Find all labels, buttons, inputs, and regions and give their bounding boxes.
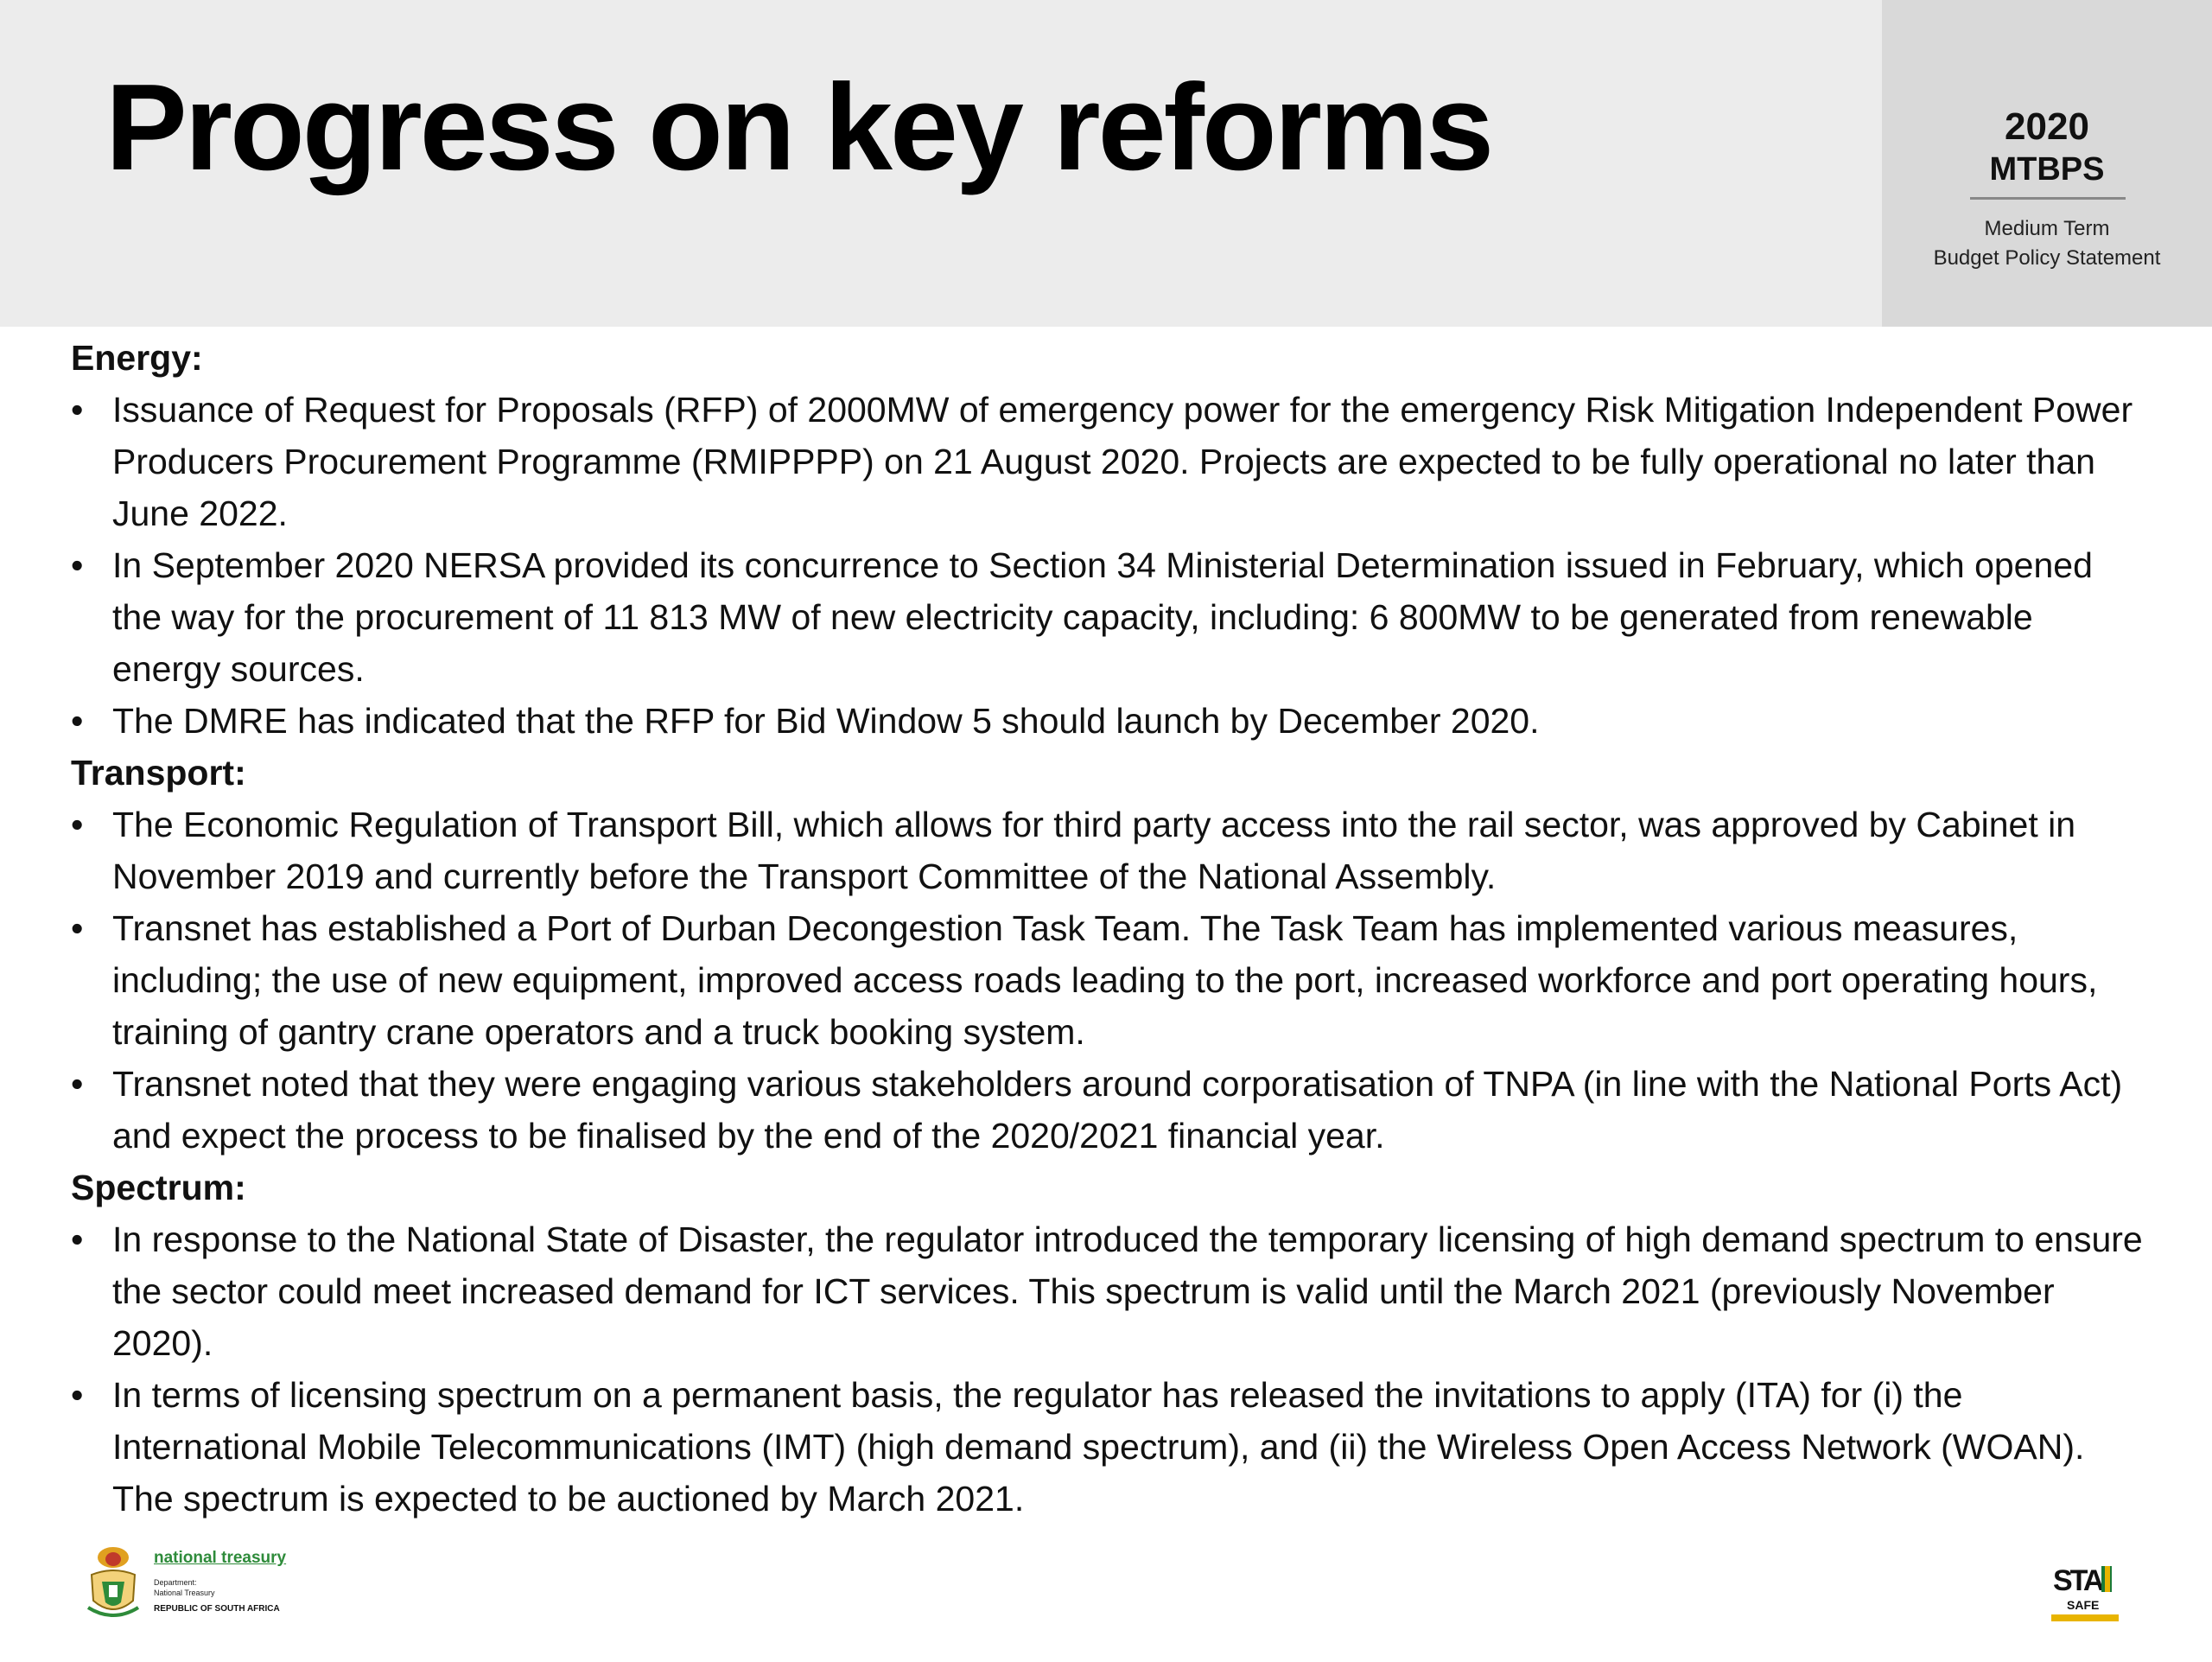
brand-name: MTBPS <box>1989 151 2105 188</box>
treasury-name: national treasury <box>154 1549 287 1567</box>
list-item <box>71 1369 2145 1525</box>
section-energy <box>71 332 2145 747</box>
list-item-text: The DMRE has indicated that the RFP for Bid Window 5 should launch by December 2020. <box>112 701 1540 741</box>
section-heading: Spectrum: <box>71 1168 246 1207</box>
list-item-text: In response to the National State of Disaster, the regulator introduced the temporary licensing of high demand spectrum to ensure the sector could meet increased demand for ICT services. This spectrum is valid until the March 2021 (previously November 2020). <box>112 1219 2143 1363</box>
brand-subtitle <box>1882 214 2212 273</box>
brand-divider <box>1970 197 2126 200</box>
list-item <box>71 539 2145 695</box>
bullet-icon: • <box>71 1375 84 1415</box>
brand-year: 2020 <box>2005 105 2089 148</box>
svg-text:SAFE: SAFE <box>2067 1598 2100 1612</box>
bullet-icon: • <box>71 1064 84 1104</box>
section-spectrum <box>71 1162 2145 1525</box>
coat-of-arms-icon <box>83 1540 143 1623</box>
list-item <box>71 1058 2145 1162</box>
list-item-text: In September 2020 NERSA provided its concurrence to Section 34 Ministerial Determination issued in February, which opened the way for the procurement of 11 813 MW of new electricity capacity, including: 6 800MW to be generated from renewable energy sources. <box>112 545 2093 689</box>
stay-safe-logo <box>2048 1556 2126 1625</box>
section-transport <box>71 747 2145 1162</box>
treasury-department: Department: <box>154 1578 197 1587</box>
bullet-icon: • <box>71 545 84 585</box>
bullet-icon: • <box>71 908 84 948</box>
treasury-country: REPUBLIC OF SOUTH AFRICA <box>154 1604 280 1614</box>
slide-header <box>0 0 2212 327</box>
list-item <box>71 902 2145 1058</box>
list-item-text: Transnet noted that they were engaging various stakeholders around corporatisation of TNPA (in line with the National Ports Act) and expect the process to be finalised by the end of the 2020/2021 financial year. <box>112 1064 2123 1156</box>
list-item <box>71 1213 2145 1369</box>
list-item <box>71 384 2145 539</box>
list-item <box>71 799 2145 902</box>
stay-safe-icon <box>2048 1556 2126 1625</box>
slide-title: Progress on key reforms <box>105 59 1492 196</box>
section-heading: Transport: <box>71 753 246 793</box>
list-item <box>71 695 2145 747</box>
treasury-department-name: National Treasury <box>154 1589 215 1597</box>
list-item-text: Issuance of Request for Proposals (RFP) of 2000MW of emergency power for the emergency Risk Mitigation Independent Power Producers Procurement Programme (RMIPPPP) on 21 August 2020. Projects are expected to be fully operational no later than June 2022. <box>112 390 2133 533</box>
svg-text:STA: STA <box>2053 1564 2102 1597</box>
brand-subtitle-line-1: Medium Term <box>1984 217 2110 240</box>
section-heading: Energy: <box>71 338 203 378</box>
list-item-text: The Economic Regulation of Transport Bill, which allows for third party access into the rail sector, was approved by Cabinet in November 2019 and currently before the Transport Committee of the National Assembly. <box>112 805 2076 896</box>
bullet-icon: • <box>71 390 84 430</box>
list-item-text: In terms of licensing spectrum on a permanent basis, the regulator has released the invitations to apply (ITA) for (i) the International Mobile Telecommunications (IMT) (high demand spectrum), and (ii) the Wireless Open Access Network (WOAN). The spectrum is expected to be auctioned by March 2021. <box>112 1375 2085 1519</box>
list-item-text: Transnet has established a Port of Durban Decongestion Task Team. The Task Team has implemented various measures, including; the use of new equipment, improved access roads leading to the port, increased workforce and port operating hours, training of gantry crane operators and a truck booking system. <box>112 908 2098 1052</box>
bullet-icon: • <box>71 805 84 844</box>
bullet-icon: • <box>71 1219 84 1259</box>
brand-subtitle-line-2: Budget Policy Statement <box>1933 246 2161 270</box>
bullet-icon: • <box>71 701 84 741</box>
national-treasury-logo <box>83 1540 342 1623</box>
slide-body <box>71 332 2145 1525</box>
mtbps-brand-panel <box>1882 0 2212 327</box>
